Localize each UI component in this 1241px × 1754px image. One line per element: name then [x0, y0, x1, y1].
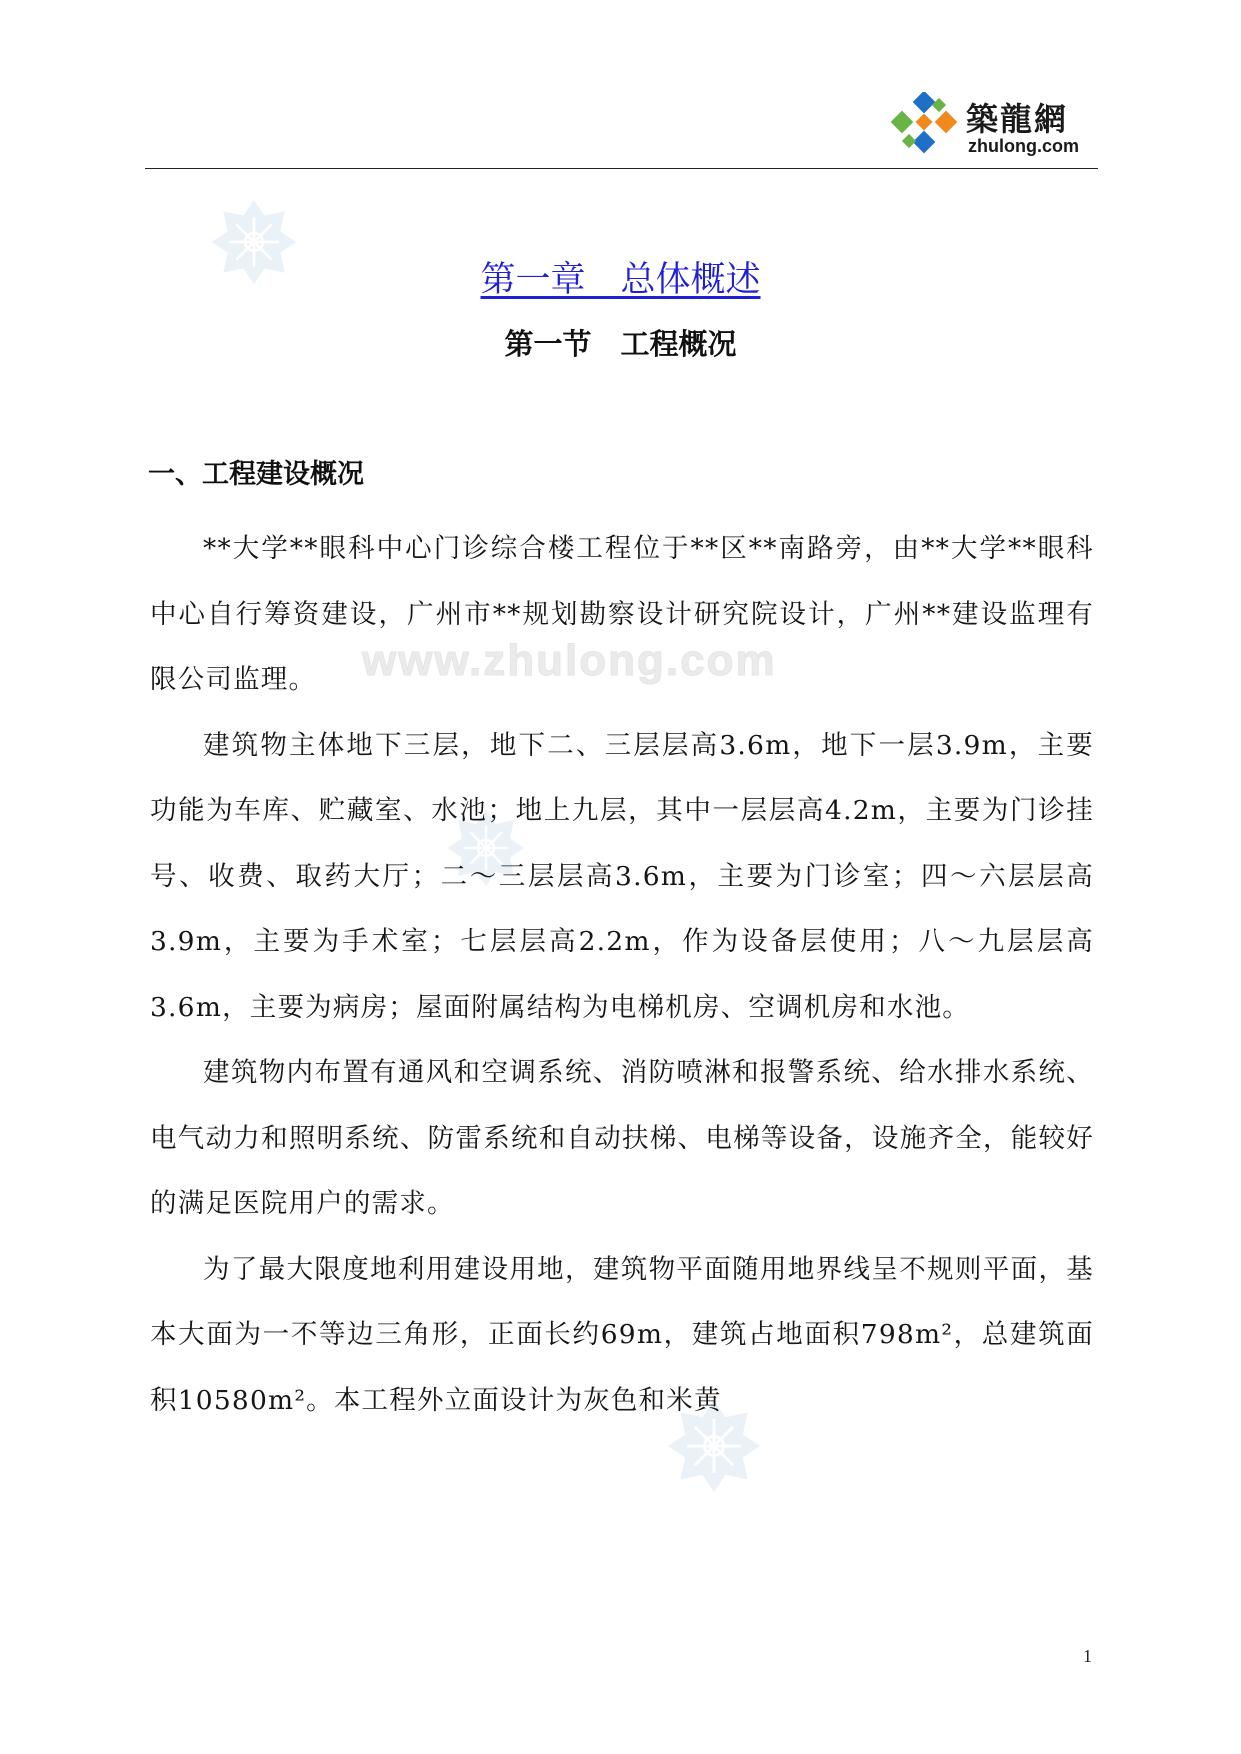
page-number: 1: [1083, 1646, 1092, 1666]
paragraph: **大学**眼科中心门诊综合楼工程位于**区**南路旁，由**大学**眼科中心自行筹资建设，广州市**规划勘察设计研究院设计，广州**建设监理有限公司监理。: [150, 533, 1094, 695]
zhulong-logo-icon: [888, 92, 962, 162]
zhulong-logo: [888, 92, 1098, 162]
paragraph: 为了最大限度地利用建设用地，建筑物平面随用地界线呈不规则平面，基本大面为一不等边三角形，正面长约69m，建筑占地面积798m²，总建筑面积10580m²。本工程外立面设计为灰色和米黄: [150, 1253, 1094, 1416]
logo-chinese-text: 築龍網: [966, 100, 1069, 138]
section-title: 第一节 工程概况: [504, 327, 737, 361]
paragraph: 建筑物内布置有通风和空调系统、消防喷淋和报警系统、给水排水系统、电气动力和照明系统、防雷系统和自动扶梯、电梯等设备，设施齐全，能较好的满足医院用户的需求。: [150, 1057, 1094, 1219]
chapter-title[interactable]: 第一章 总体概述: [480, 260, 761, 300]
body-text: [150, 516, 1094, 1433]
paragraph: 建筑物主体地下三层，地下二、三层层高3.6m，地下一层3.9m，主要功能为车库、贮藏室、水池；地上九层，其中一层层高4.2m，主要为门诊挂号、收费、取药大厅；二～三层层高3.6m，主要为门诊室；四～六层层高3.9m，主要为手术室；七层层高2.2m，作为设备层使用；八～九层层高3.6m，主要为病房；屋面附属结构为电梯机房、空调机房和水池。: [150, 729, 1094, 1023]
watermark-text: www.zhulong.com: [362, 636, 777, 685]
subsection-heading: 一、工程建设概况: [148, 459, 364, 490]
logo-english-text: zhulong.com: [968, 136, 1079, 156]
header-divider: [145, 168, 1098, 169]
